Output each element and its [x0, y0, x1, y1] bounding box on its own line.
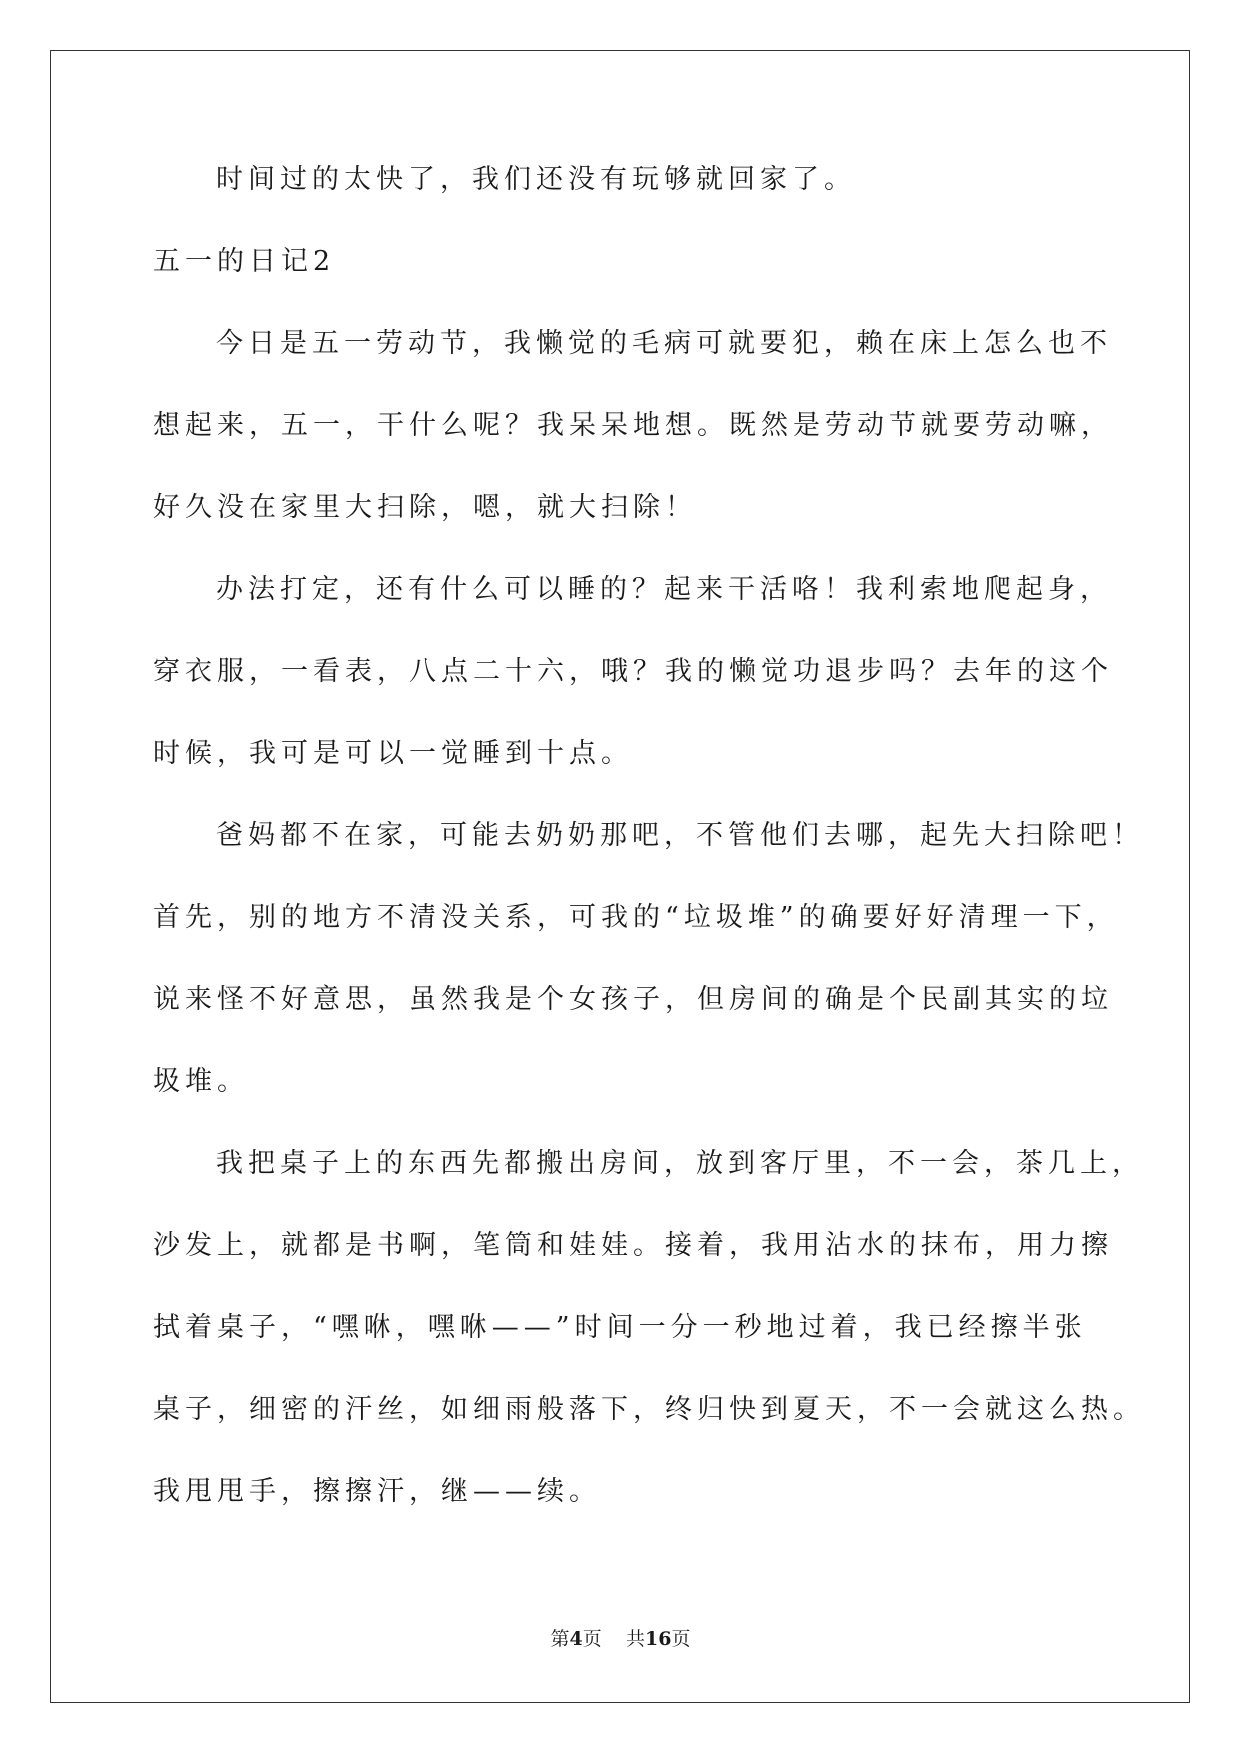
current-page-number: 4	[569, 1628, 583, 1650]
paragraph-line: 桌子，细密的汗丝，如细雨般落下，终归快到夏天，不一会就这么热。	[153, 1394, 1145, 1425]
document-body	[153, 164, 1145, 1559]
paragraph-line: 时间过的太快了，我们还没有玩够就回家了。	[216, 164, 856, 195]
footer-total-prefix: 共	[625, 1628, 645, 1650]
paragraph-line: 圾堆。	[153, 1066, 249, 1097]
section-heading: 五一的日记2	[153, 246, 336, 277]
footer-page-suffix: 页	[582, 1628, 602, 1650]
footer-total-suffix: 页	[671, 1628, 691, 1650]
footer-prefix: 第	[550, 1628, 570, 1650]
paragraph-line: 沙发上，就都是书啊，笔筒和娃娃。接着，我用沾水的抹布，用力擦	[153, 1230, 1113, 1261]
paragraph-line: 拭着桌子，“嘿咻，嘿咻——”时间一分一秒地过着，我已经擦半张	[153, 1312, 1087, 1343]
paragraph-line: 穿衣服，一看表，八点二十六，哦？我的懒觉功退步吗？去年的这个	[153, 656, 1113, 687]
paragraph-line: 首先，别的地方不清没关系，可我的“垃圾堆”的确要好好清理一下，	[153, 902, 1119, 933]
total-page-count: 16	[644, 1628, 672, 1650]
page-footer	[0, 1628, 1241, 1650]
paragraph-line: 爸妈都不在家，可能去奶奶那吧，不管他们去哪，起先大扫除吧！	[216, 820, 1144, 851]
paragraph-line: 想起来，五一，干什么呢？我呆呆地想。既然是劳动节就要劳动嘛，	[153, 410, 1113, 441]
paragraph-line: 今日是五一劳动节，我懒觉的毛病可就要犯，赖在床上怎么也不	[216, 328, 1112, 359]
paragraph-line: 办法打定，还有什么可以睡的？起来干活咯！我利索地爬起身，	[216, 574, 1112, 605]
paragraph-line: 我把桌子上的东西先都搬出房间，放到客厅里，不一会，茶几上，	[216, 1148, 1144, 1179]
paragraph-line: 时候，我可是可以一觉睡到十点。	[153, 738, 633, 769]
paragraph-line: 我甩甩手，擦擦汗，继——续。	[153, 1476, 601, 1507]
paragraph-line: 好久没在家里大扫除，嗯，就大扫除！	[153, 492, 697, 523]
paragraph-line: 说来怪不好意思，虽然我是个女孩子，但房间的确是个民副其实的垃	[153, 984, 1113, 1015]
